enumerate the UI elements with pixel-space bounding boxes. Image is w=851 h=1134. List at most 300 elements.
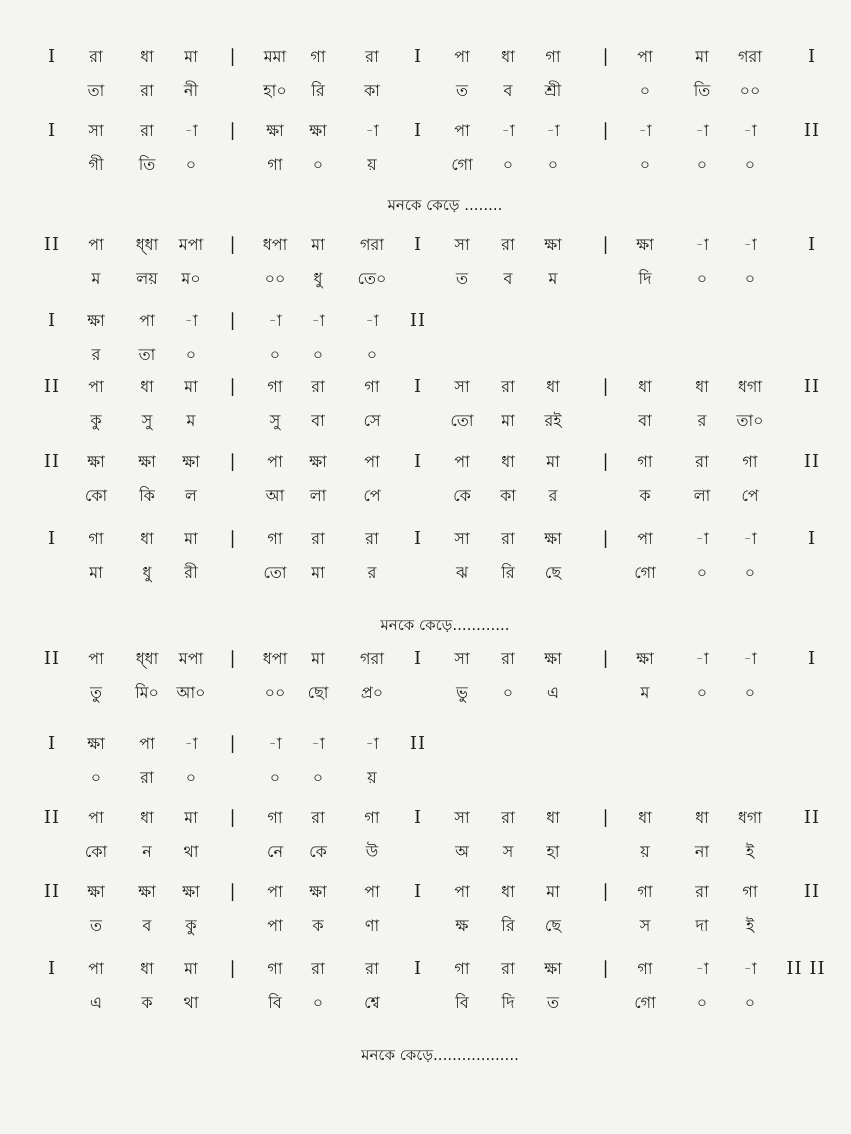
- swara-note: ধা: [638, 377, 652, 396]
- beat-divider: |: [229, 881, 237, 902]
- lyric-syllable: কে: [309, 842, 327, 861]
- beat-divider: |: [602, 648, 610, 669]
- lyric-syllable: মা: [311, 563, 325, 582]
- lyric-syllable: ০: [547, 155, 559, 174]
- lyric-syllable: ০: [502, 155, 514, 174]
- swara-note: পা: [88, 959, 104, 978]
- swara-note: মা: [311, 649, 325, 668]
- beat-divider: |: [602, 451, 610, 472]
- swara-note: সা: [454, 649, 470, 668]
- swara-note: রা: [695, 452, 709, 471]
- lyric-syllable: তু: [89, 683, 103, 702]
- lyric-syllable: তে০: [357, 269, 387, 288]
- lyric-syllable: ০: [744, 269, 756, 288]
- swara-note: পা: [88, 377, 104, 396]
- lyric-syllable: য়: [640, 842, 650, 861]
- bar-line: I: [807, 648, 817, 669]
- lyric-syllable: ০০: [739, 81, 761, 100]
- swara-note: গা: [310, 47, 326, 66]
- swara-note: -া: [695, 235, 709, 254]
- lyric-syllable: ছে: [544, 916, 562, 935]
- swara-note: রা: [501, 808, 515, 827]
- swara-note: গা: [637, 452, 653, 471]
- swara-note: রা: [501, 235, 515, 254]
- lyric-syllable: বা: [311, 411, 325, 430]
- beat-divider: |: [602, 234, 610, 255]
- swara-note: -া: [311, 311, 325, 330]
- swara-note: রা: [89, 47, 103, 66]
- swara-note: সা: [88, 121, 104, 140]
- lyric-syllable: বি: [268, 993, 282, 1012]
- bar-line: I: [413, 807, 423, 828]
- lyric-syllable: হা: [546, 842, 560, 861]
- beat-divider: |: [602, 376, 610, 397]
- swara-note: ক্ষা: [87, 452, 105, 471]
- swara-note: ধা: [638, 808, 652, 827]
- swara-note: -া: [743, 529, 757, 548]
- swara-note: ধপা: [262, 235, 288, 254]
- lyric-syllable: ০: [90, 768, 102, 787]
- swara-note: মপা: [178, 235, 204, 254]
- swara-note: রা: [311, 808, 325, 827]
- swara-note: পা: [454, 47, 470, 66]
- lyric-syllable: ০: [312, 155, 324, 174]
- lyric-syllable: রী: [184, 563, 198, 582]
- swara-note: -া: [365, 734, 379, 753]
- lyric-syllable: তা: [138, 345, 156, 364]
- bar-line: I: [47, 528, 57, 549]
- bar-line: II: [409, 310, 427, 331]
- swara-note: মা: [184, 808, 198, 827]
- lyric-syllable: ক: [141, 993, 153, 1012]
- lyric-syllable: না: [694, 842, 710, 861]
- lyric-syllable: কা: [500, 486, 516, 505]
- swara-note: ক্ষা: [87, 311, 105, 330]
- lyric-syllable: ছো: [307, 683, 329, 702]
- lyric-syllable: ণা: [364, 916, 380, 935]
- bar-line: I: [47, 733, 57, 754]
- lyric-syllable: থা: [183, 842, 199, 861]
- lyric-syllable: থা: [183, 993, 199, 1012]
- swara-note: সা: [454, 377, 470, 396]
- swara-note: -া: [743, 235, 757, 254]
- lyric-syllable: কে: [453, 486, 471, 505]
- lyric-syllable: ০: [639, 81, 651, 100]
- lyric-syllable: মি০: [135, 683, 159, 702]
- swara-note: ক্ষা: [544, 529, 562, 548]
- lyric-syllable: আ০: [176, 683, 206, 702]
- lyric-syllable: ০: [185, 345, 197, 364]
- lyric-syllable: নে: [266, 842, 284, 861]
- lyric-syllable: মা: [89, 563, 103, 582]
- lyric-syllable: ব: [503, 269, 513, 288]
- lyric-syllable: তা০: [736, 411, 764, 430]
- swara-note: ক্ষা: [544, 235, 562, 254]
- lyric-syllable: ০: [696, 993, 708, 1012]
- swara-note: -া: [743, 959, 757, 978]
- beat-divider: |: [229, 528, 237, 549]
- swara-note: ক্ষা: [138, 882, 156, 901]
- swara-note: ধা: [140, 529, 154, 548]
- swara-note: পা: [364, 452, 380, 471]
- lyric-syllable: ০: [502, 683, 514, 702]
- lyric-syllable: রই: [544, 411, 562, 430]
- swara-note: -া: [546, 121, 560, 140]
- lyric-syllable: ভু: [456, 683, 468, 702]
- lyric-syllable: ০: [696, 155, 708, 174]
- lyric-syllable: ই: [745, 842, 755, 861]
- lyric-syllable: ০: [312, 768, 324, 787]
- lyric-syllable: ত: [546, 993, 560, 1012]
- bar-line: II: [803, 451, 821, 472]
- beat-divider: |: [229, 733, 237, 754]
- beat-divider: |: [229, 451, 237, 472]
- swara-note: পা: [454, 882, 470, 901]
- beat-divider: |: [229, 120, 237, 141]
- bar-line: I: [47, 120, 57, 141]
- beat-divider: |: [229, 648, 237, 669]
- lyric-syllable: তা: [87, 81, 105, 100]
- lyric-syllable: এ: [546, 683, 560, 702]
- bar-line: II: [43, 807, 61, 828]
- swara-note: -া: [743, 649, 757, 668]
- lyric-syllable: লয়: [136, 269, 158, 288]
- lyric-syllable: রি: [501, 916, 515, 935]
- swara-note: পা: [454, 452, 470, 471]
- swara-note: -া: [695, 959, 709, 978]
- swara-note: গা: [364, 377, 380, 396]
- swara-note: গা: [364, 808, 380, 827]
- lyric-syllable: সে: [363, 411, 381, 430]
- lyric-syllable: ত: [89, 916, 103, 935]
- lyric-syllable: ০: [744, 993, 756, 1012]
- swara-note: গরা: [738, 47, 762, 66]
- bar-line: I: [413, 120, 423, 141]
- swara-note: ধা: [501, 452, 515, 471]
- swara-note: রা: [311, 529, 325, 548]
- swara-note: সা: [454, 808, 470, 827]
- beat-divider: |: [229, 310, 237, 331]
- swara-note: পা: [88, 808, 104, 827]
- swara-note: ধা: [140, 808, 154, 827]
- swara-note: ক্ষা: [266, 121, 284, 140]
- swara-note: মা: [184, 47, 198, 66]
- swara-note: ক্ষা: [87, 734, 105, 753]
- lyric-syllable: গো: [634, 563, 656, 582]
- bar-line: II II: [786, 958, 826, 979]
- swara-note: ধা: [546, 808, 560, 827]
- beat-divider: |: [602, 881, 610, 902]
- lyric-syllable: ০: [312, 993, 324, 1012]
- swara-note: পা: [139, 311, 155, 330]
- swara-note: পা: [88, 235, 104, 254]
- lyric-syllable: কু: [90, 411, 102, 430]
- swara-note: ধা: [695, 808, 709, 827]
- lyric-syllable: প্র০: [360, 683, 384, 702]
- beat-divider: |: [229, 376, 237, 397]
- lyric-syllable: ০০: [264, 683, 286, 702]
- lyric-syllable: পে: [363, 486, 381, 505]
- beat-divider: |: [229, 807, 237, 828]
- swara-note: ধ্ধা: [135, 235, 159, 254]
- swara-note: পা: [637, 529, 653, 548]
- lyric-syllable: রা: [140, 81, 154, 100]
- swara-note: সা: [454, 529, 470, 548]
- lyric-syllable: গো: [634, 993, 656, 1012]
- swara-note: ক্ষা: [182, 882, 200, 901]
- swara-note: রা: [501, 649, 515, 668]
- beat-divider: |: [602, 120, 610, 141]
- swara-note: পা: [88, 649, 104, 668]
- swara-note: রা: [501, 529, 515, 548]
- swara-note: ধপা: [262, 649, 288, 668]
- lyric-syllable: ত: [455, 269, 469, 288]
- lyric-syllable: ব: [503, 81, 513, 100]
- swara-note: ধা: [140, 47, 154, 66]
- bar-line: II: [43, 451, 61, 472]
- bar-line: I: [413, 376, 423, 397]
- swara-note: মা: [546, 882, 560, 901]
- beat-divider: |: [229, 958, 237, 979]
- lyric-syllable: ০: [185, 155, 197, 174]
- swara-note: পা: [364, 882, 380, 901]
- lyric-syllable: কি: [139, 486, 155, 505]
- swara-note: গা: [637, 882, 653, 901]
- lyric-syllable: স: [639, 916, 651, 935]
- swara-note: -া: [743, 121, 757, 140]
- swara-note: গরা: [360, 649, 384, 668]
- swara-note: মা: [184, 529, 198, 548]
- lyric-syllable: ল: [185, 486, 197, 505]
- lyric-syllable: র: [91, 345, 101, 364]
- swara-note: ক্ষা: [544, 959, 562, 978]
- lyric-syllable: য়: [367, 155, 377, 174]
- lyric-syllable: গী: [88, 155, 104, 174]
- bar-line: II: [803, 807, 821, 828]
- swara-note: মা: [695, 47, 709, 66]
- swara-note: ক্ষা: [309, 452, 327, 471]
- lyric-syllable: ০: [744, 683, 756, 702]
- bar-line: II: [409, 733, 427, 754]
- lyric-syllable: ০: [366, 345, 378, 364]
- lyric-syllable: রি: [311, 81, 325, 100]
- beat-divider: |: [602, 958, 610, 979]
- lyric-syllable: ০: [696, 683, 708, 702]
- swara-note: ধা: [140, 377, 154, 396]
- bar-line: I: [413, 46, 423, 67]
- lyric-syllable: দি: [638, 269, 652, 288]
- beat-divider: |: [229, 234, 237, 255]
- swara-note: পা: [637, 47, 653, 66]
- swara-note: গরা: [360, 235, 384, 254]
- swara-note: -া: [268, 734, 282, 753]
- swara-note: মমা: [263, 47, 287, 66]
- lyric-syllable: ০: [269, 345, 281, 364]
- swara-note: পা: [139, 734, 155, 753]
- beat-divider: |: [602, 528, 610, 549]
- swara-note: ক্ষা: [309, 121, 327, 140]
- bar-line: I: [413, 648, 423, 669]
- swara-note: গা: [454, 959, 470, 978]
- lyric-syllable: শ্বে: [364, 993, 380, 1012]
- lyric-syllable: ধু: [313, 269, 323, 288]
- bar-line: I: [807, 46, 817, 67]
- swara-note: -া: [311, 734, 325, 753]
- swara-note: রা: [365, 959, 379, 978]
- swara-note: ধা: [695, 377, 709, 396]
- swara-note: মা: [184, 959, 198, 978]
- lyric-syllable: আ: [265, 486, 285, 505]
- lyric-syllable: ০: [312, 345, 324, 364]
- lyric-syllable: ম: [91, 269, 101, 288]
- refrain-marker: মনকে কেড়ে..................: [361, 1046, 519, 1064]
- lyric-syllable: অ: [455, 842, 469, 861]
- swara-note: -া: [184, 121, 198, 140]
- swara-note: রা: [501, 377, 515, 396]
- lyric-syllable: ত: [455, 81, 469, 100]
- bar-line: II: [43, 376, 61, 397]
- swara-note: ক্ষা: [309, 882, 327, 901]
- lyric-syllable: নী: [183, 81, 199, 100]
- lyric-syllable: ন: [142, 842, 152, 861]
- lyric-syllable: হা০: [263, 81, 287, 100]
- lyric-syllable: ০: [696, 563, 708, 582]
- lyric-syllable: ম: [548, 269, 558, 288]
- bar-line: I: [47, 310, 57, 331]
- bar-line: I: [413, 234, 423, 255]
- bar-line: II: [43, 881, 61, 902]
- lyric-syllable: তো: [450, 411, 474, 430]
- lyric-syllable: ই: [745, 916, 755, 935]
- lyric-syllable: কো: [84, 842, 108, 861]
- bar-line: I: [413, 958, 423, 979]
- lyric-syllable: ক: [639, 486, 651, 505]
- lyric-syllable: ধু: [142, 563, 152, 582]
- swara-note: গা: [742, 882, 758, 901]
- bar-line: I: [413, 528, 423, 549]
- lyric-syllable: ০: [696, 269, 708, 288]
- swara-note: গা: [742, 452, 758, 471]
- swara-note: -া: [695, 529, 709, 548]
- bar-line: I: [807, 528, 817, 549]
- swara-note: ধগা: [737, 377, 763, 396]
- swara-note: ধা: [546, 377, 560, 396]
- lyric-syllable: স: [502, 842, 514, 861]
- lyric-syllable: ক্ষ: [455, 916, 469, 935]
- lyric-syllable: তো: [263, 563, 287, 582]
- swara-note: রা: [695, 882, 709, 901]
- lyric-syllable: ০: [744, 563, 756, 582]
- lyric-syllable: ম: [640, 683, 650, 702]
- swara-note: মা: [184, 377, 198, 396]
- lyric-syllable: ম০: [181, 269, 201, 288]
- bar-line: II: [803, 120, 821, 141]
- lyric-syllable: ছে: [544, 563, 562, 582]
- lyric-syllable: কো: [84, 486, 108, 505]
- bar-line: II: [803, 376, 821, 397]
- swara-note: গা: [267, 808, 283, 827]
- lyric-syllable: বি: [455, 993, 469, 1012]
- lyric-syllable: র: [548, 486, 558, 505]
- lyric-syllable: লা: [693, 486, 711, 505]
- bar-line: II: [43, 234, 61, 255]
- swara-note: -া: [695, 121, 709, 140]
- beat-divider: |: [229, 46, 237, 67]
- lyric-syllable: র: [367, 563, 377, 582]
- bar-line: I: [47, 958, 57, 979]
- lyric-syllable: য়: [367, 768, 377, 787]
- lyric-syllable: পা: [267, 916, 283, 935]
- lyric-syllable: তি: [693, 81, 711, 100]
- lyric-syllable: ঝ: [455, 563, 469, 582]
- swara-note: -া: [501, 121, 515, 140]
- swara-note: ক্ষা: [544, 649, 562, 668]
- swara-note: মা: [546, 452, 560, 471]
- swara-note: -া: [638, 121, 652, 140]
- lyric-syllable: ম: [186, 411, 196, 430]
- swara-note: ক্ষা: [138, 452, 156, 471]
- lyric-syllable: ০০: [264, 269, 286, 288]
- lyric-syllable: গো: [451, 155, 473, 174]
- swara-note: গা: [88, 529, 104, 548]
- swara-note: -া: [184, 311, 198, 330]
- lyric-syllable: লা: [309, 486, 327, 505]
- swara-note: গা: [267, 377, 283, 396]
- swara-note: -া: [365, 311, 379, 330]
- lyric-syllable: কু: [185, 916, 197, 935]
- swara-note: গা: [267, 959, 283, 978]
- lyric-syllable: দা: [695, 916, 709, 935]
- swara-note: পা: [267, 882, 283, 901]
- lyric-syllable: এ: [89, 993, 103, 1012]
- lyric-syllable: সু: [141, 411, 153, 430]
- bar-line: I: [413, 451, 423, 472]
- swara-note: গা: [545, 47, 561, 66]
- lyric-syllable: র: [697, 411, 707, 430]
- lyric-syllable: রি: [501, 563, 515, 582]
- swara-note: মপা: [178, 649, 204, 668]
- swara-note: ক্ষা: [182, 452, 200, 471]
- swara-note: ধা: [501, 882, 515, 901]
- lyric-syllable: শ্রী: [544, 81, 562, 100]
- swara-note: ধ্ধা: [135, 649, 159, 668]
- refrain-marker: মনকে কেড়ে ........: [387, 196, 503, 214]
- lyric-syllable: উ: [365, 842, 379, 861]
- swara-note: গা: [267, 529, 283, 548]
- lyric-syllable: ০: [185, 768, 197, 787]
- swara-note: রা: [501, 959, 515, 978]
- lyric-syllable: বা: [638, 411, 652, 430]
- swara-note: -া: [184, 734, 198, 753]
- lyric-syllable: ব: [142, 916, 152, 935]
- swara-note: গা: [637, 959, 653, 978]
- swara-note: রা: [365, 529, 379, 548]
- swara-note: -া: [268, 311, 282, 330]
- swara-note: ধা: [140, 959, 154, 978]
- lyric-syllable: তি: [138, 155, 156, 174]
- lyric-syllable: রা: [140, 768, 154, 787]
- lyric-syllable: কা: [364, 81, 380, 100]
- swara-note: পা: [267, 452, 283, 471]
- lyric-syllable: ০: [269, 768, 281, 787]
- swara-note: ধা: [501, 47, 515, 66]
- bar-line: I: [807, 234, 817, 255]
- bar-line: II: [803, 881, 821, 902]
- swara-note: ধগা: [737, 808, 763, 827]
- swara-note: পা: [454, 121, 470, 140]
- swara-note: মা: [311, 235, 325, 254]
- lyric-syllable: পে: [741, 486, 759, 505]
